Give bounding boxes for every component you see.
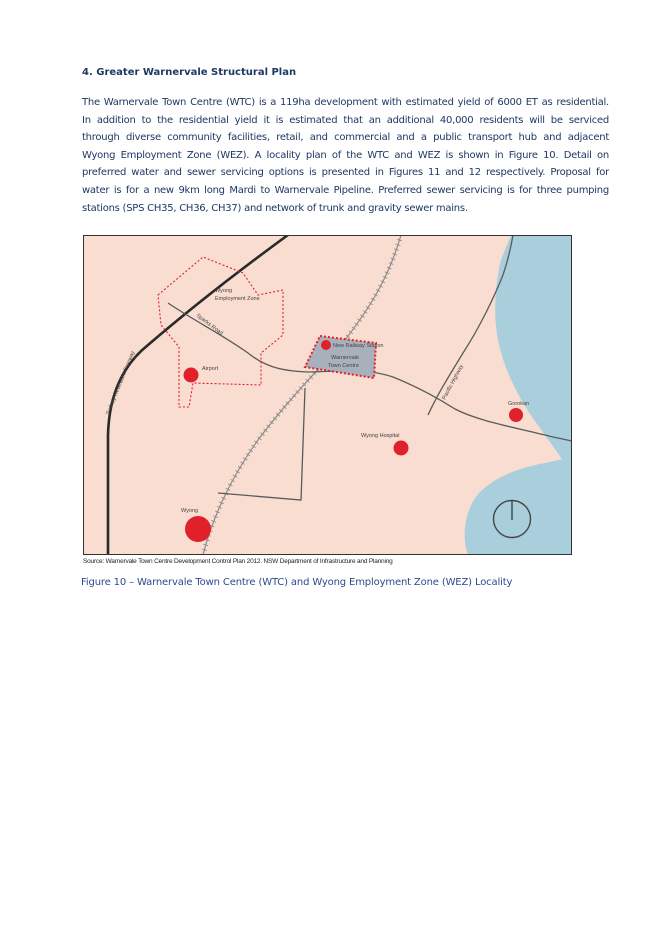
- figure-caption: Figure 10 – Warnervale Town Centre (WTC) and Wyong Employment Zone (WEZ) Locality: [81, 577, 513, 588]
- paragraph-line: In addition to the residential yield it is estimated that an additional 40,000 residents will be serviced: [82, 114, 609, 126]
- paragraph-line: preferred water and sewer servicing options is presented in Figures 11 and 12 respectively. Proposal for: [82, 167, 609, 179]
- figure-source: Source: Warnervale Town Centre Development Control Plan 2012. NSW Department of Infrastructure and Planning: [83, 558, 393, 565]
- label-sparks-road: Sparks Road: [194, 312, 224, 337]
- location-marker-icon: [185, 516, 211, 542]
- location-marker-icon: [394, 441, 409, 456]
- paragraph-line: water is for a new 9km long Mardi to Warnervale Pipeline. Preferred sewer servicing is for three pumping: [82, 184, 609, 196]
- paragraph-line: The Warnervale Town Centre (WTC) is a 119ha development with estimated yield of 6000 ET as residential.: [82, 97, 609, 108]
- label-pacific-highway: Pacific Highway: [441, 363, 465, 401]
- section-heading: 4. Greater Warnervale Structural Plan: [82, 67, 297, 78]
- location-marker-icon: [321, 340, 331, 350]
- label-airport: Airport: [202, 366, 219, 372]
- label-freeway: Sydney-Newcastle Freeway: [105, 350, 137, 416]
- paragraph-line: through diverse community facilities, retail, and commercial and a public transport hub and adjacent: [82, 132, 609, 144]
- body-paragraph: [82, 94, 609, 217]
- locality-map: [83, 235, 572, 555]
- label-wez: Wyong: [215, 288, 233, 294]
- label-wez: Employment Zone: [215, 296, 260, 302]
- label-gorokan: Gorokan: [508, 401, 530, 407]
- label-town-centre: Town Centre: [328, 363, 359, 369]
- label-town-centre: Warnervale: [331, 355, 359, 361]
- label-railway-station: New Railway Station: [333, 343, 384, 349]
- paragraph-line: stations (SPS CH35, CH36, CH37) and network of trunk and gravity sewer mains.: [82, 202, 468, 214]
- location-marker-icon: [184, 368, 199, 383]
- label-wyong-hospital: Wyong Hospital: [361, 433, 400, 439]
- location-marker-icon: [509, 408, 523, 422]
- label-wyong: Wyong: [181, 508, 199, 514]
- paragraph-line: Wyong Employment Zone (WEZ). A locality plan of the WTC and WEZ is shown in Figure 10. Detail on: [82, 149, 609, 161]
